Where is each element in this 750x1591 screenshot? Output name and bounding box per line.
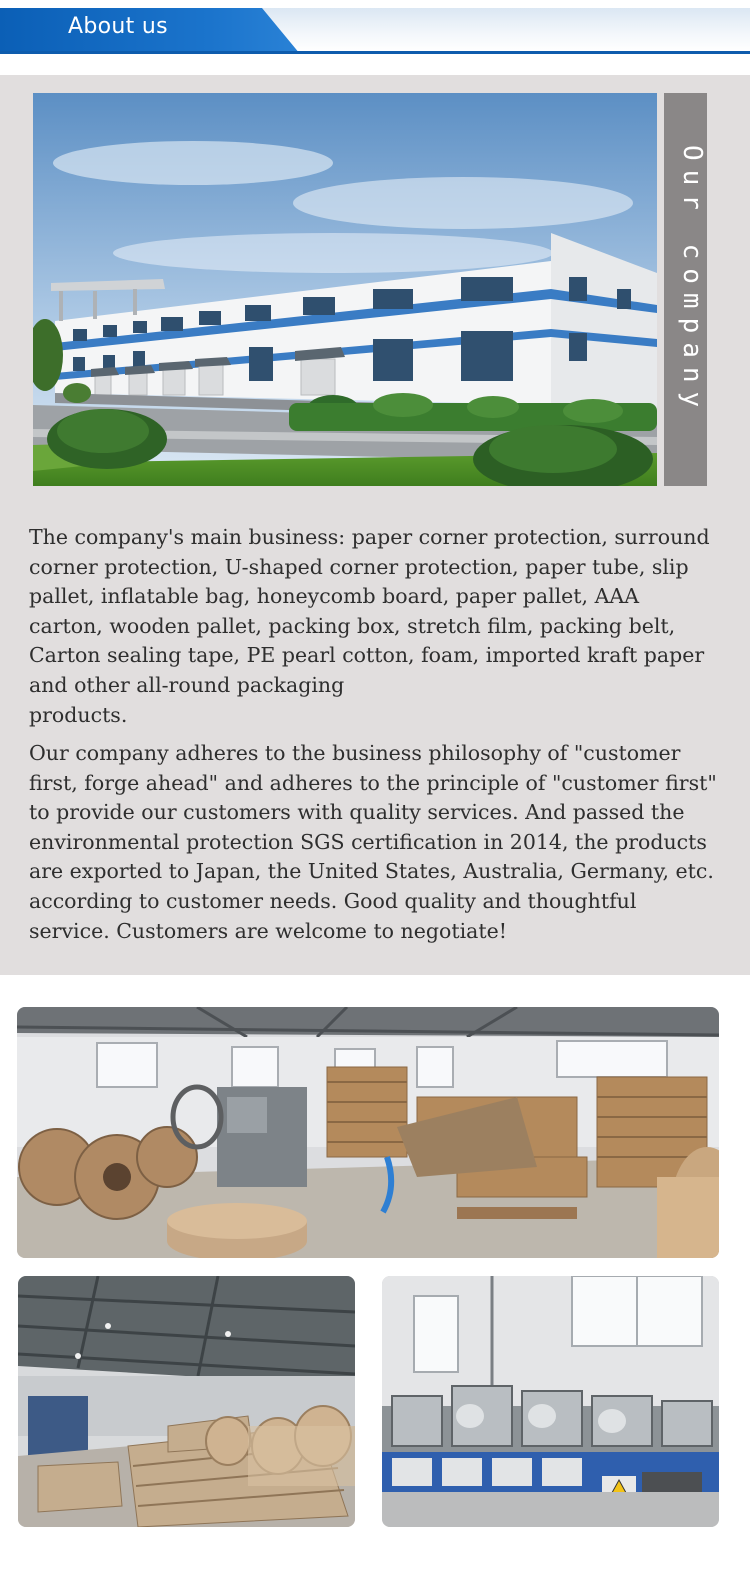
our-company-side-label bbox=[664, 93, 707, 486]
warehouse-photo bbox=[18, 1276, 355, 1527]
main-business-paragraph: The company's main business: paper corner protection, surround corner protection, U-shaped corner protection, paper tube, slip pallet, inflatable bag, honeycomb board, paper pallet, AAA carton, wooden pallet, packing box, stretch film, packing belt, Carton sealing tape, PE pearl cotton, foam, imported kraft paper and other all-round packaging products. bbox=[29, 525, 710, 727]
production-line-photo bbox=[382, 1276, 719, 1527]
header-underline bbox=[0, 51, 750, 54]
workshop-photo bbox=[17, 1007, 719, 1258]
header-background-fade bbox=[262, 8, 750, 51]
page-title: About us bbox=[68, 14, 168, 39]
philosophy-paragraph: Our company adheres to the business philosophy of "customer first, forge ahead" and adheres to the principle of "customer first" to provide our customers with quality services. And passed the environmental protection SGS certification in 2014, the products are exported to Japan, the United States, Australia, Germany, etc. according to customer needs. Good quality and thoughtful service. Customers are welcome to negotiate! bbox=[29, 741, 717, 943]
factory-building-photo bbox=[33, 93, 657, 486]
side-label-text: Our company bbox=[677, 145, 707, 417]
about-section bbox=[0, 75, 750, 975]
section-header bbox=[0, 0, 750, 60]
